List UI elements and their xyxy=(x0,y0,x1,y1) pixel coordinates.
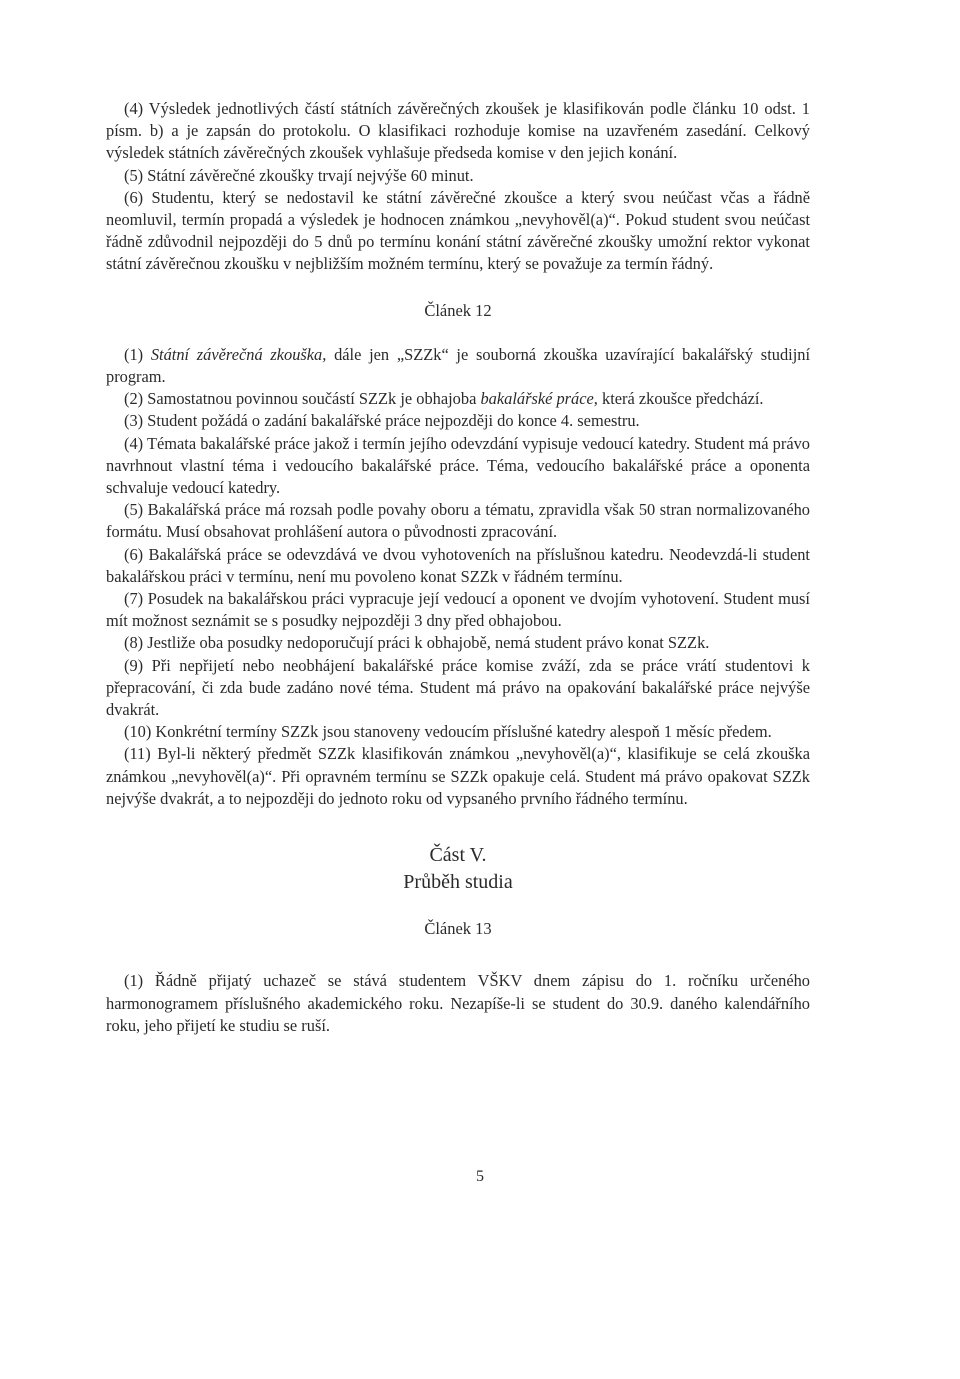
article-13-title: Článek 13 xyxy=(424,919,492,939)
page-number: 5 xyxy=(476,1168,484,1185)
article-12-paragraph-5: (5) Bakalářská práce má rozsah podle povahy oboru a tématu, zpravidla však 50 stran normalizovaného formátu. Musí obsahovat prohlášení autora o původnosti zpracování. xyxy=(106,500,810,542)
term-bachelor-thesis: bakalářské práce xyxy=(480,389,594,409)
paragraph-4: (4) Výsledek jednotlivých částí státních závěrečných zkoušek je klasifikován podle článku 10 odst. 1 písm. b) a je zapsán do protokolu. O klasifikaci rozhoduje komise na uzavřeném zasedání. Celkový výsledek státních závěrečných zkoušek vyhlašuje předseda komise v den jejich konání. xyxy=(106,99,810,163)
article-12-paragraph-4: (4) Témata bakalářské práce jakož i termín jejího odevzdání vypisuje vedoucí katedry. Student má právo navrhnout vlastní téma i vedoucího bakalářské práce. Téma, vedoucího bakalářské práce a oponenta schvaluje vedoucí katedry. xyxy=(106,433,810,498)
term-state-exam: Státní závěrečná zkouška, xyxy=(150,344,327,364)
article-12-paragraph-6: (6) Bakalářská práce se odevzdává ve dvou vyhotoveních na příslušnou katedru. Neodevzdá-li student bakalářskou práci v termínu, není mu povoleno konat SZZk v řádném termínu. xyxy=(106,544,810,586)
part-5-subtitle: Průběh studia xyxy=(403,871,513,894)
article-12-paragraph-2: (2) Samostatnou povinnou součástí SZZk je obhajoba bakalářské práce, která zkoušce předchází. xyxy=(124,389,764,409)
article-13-paragraph-1: (1) Řádně přijatý uchazeč se stává studentem VŠKV dnem zápisu do 1. ročníku určeného harmonogramem příslušného akademického roku. Nezapíše-li se student do 30.9. daného kalendářního roku, jeho přijetí ke studiu se ruší. xyxy=(106,971,810,1035)
paragraph-6: (6) Studentu, který se nedostavil ke státní závěrečné zkoušce a který svou neúčast včas a řádně neomluvil, termín propadá a výsledek je hodnocen známkou „nevyhověl(a)“. Pokud student svou neúčast řádně zdůvodnil nejpozději do 5 dnů po termínu konání státní závěrečné zkoušky umožní rektor vykonat státní závěrečnou zkoušku v nejbližším možném termínu, který se považuje za termín řádný. xyxy=(106,187,810,274)
part-5-title: Část V. xyxy=(429,844,487,867)
document-page xyxy=(106,98,810,1037)
article-12-paragraph-7: (7) Posudek na bakalářskou práci vypracuje její vedoucí a oponent ve dvojím vyhotovení. Student musí mít možnost seznámit se s posudky nejpozději 3 dny před obhajobou. xyxy=(106,589,810,631)
article-12-paragraph-9: (9) Při nepřijetí nebo neobhájení bakalářské práce komise zváží, zda se práce vrátí studentovi k přepracování, či zda bude zadáno nové téma. Student má právo na opakování bakalářské práce nejvýše dvakrát. xyxy=(106,655,810,720)
article-12-paragraph-10: (10) Konkrétní termíny SZZk jsou stanoveny vedoucím příslušné katedry alespoň 1 měsíc předem. xyxy=(124,722,772,742)
article-12-paragraph-11: (11) Byl-li některý předmět SZZk klasifikován známkou „nevyhověl(a)“, klasifikuje se celá zkouška známkou „nevyhověl(a)“. Při opravném termínu se SZZk opakuje celá. Student má právo opakovat SZZk nejvýše dvakrát, a to nejpozději do jednoto roku od vypsaného prvního řádného termínu. xyxy=(106,744,810,808)
paragraph-5: (5) Státní závěrečné zkoušky trvají nejvýše 60 minut. xyxy=(124,165,474,185)
article-12-paragraph-1: (1) Státní závěrečná zkouška, dále jen „SZZk“ je souborná zkouška uzavírající bakalářský studijní program. xyxy=(106,344,810,387)
article-12-title: Článek 12 xyxy=(424,300,492,320)
article-12-paragraph-8: (8) Jestliže oba posudky nedoporučují práci k obhajobě, nemá student právo konat SZZk. xyxy=(124,633,710,653)
article-12-paragraph-3: (3) Student požádá o zadání bakalářské práce nejpozději do konce 4. semestru. xyxy=(124,411,640,431)
